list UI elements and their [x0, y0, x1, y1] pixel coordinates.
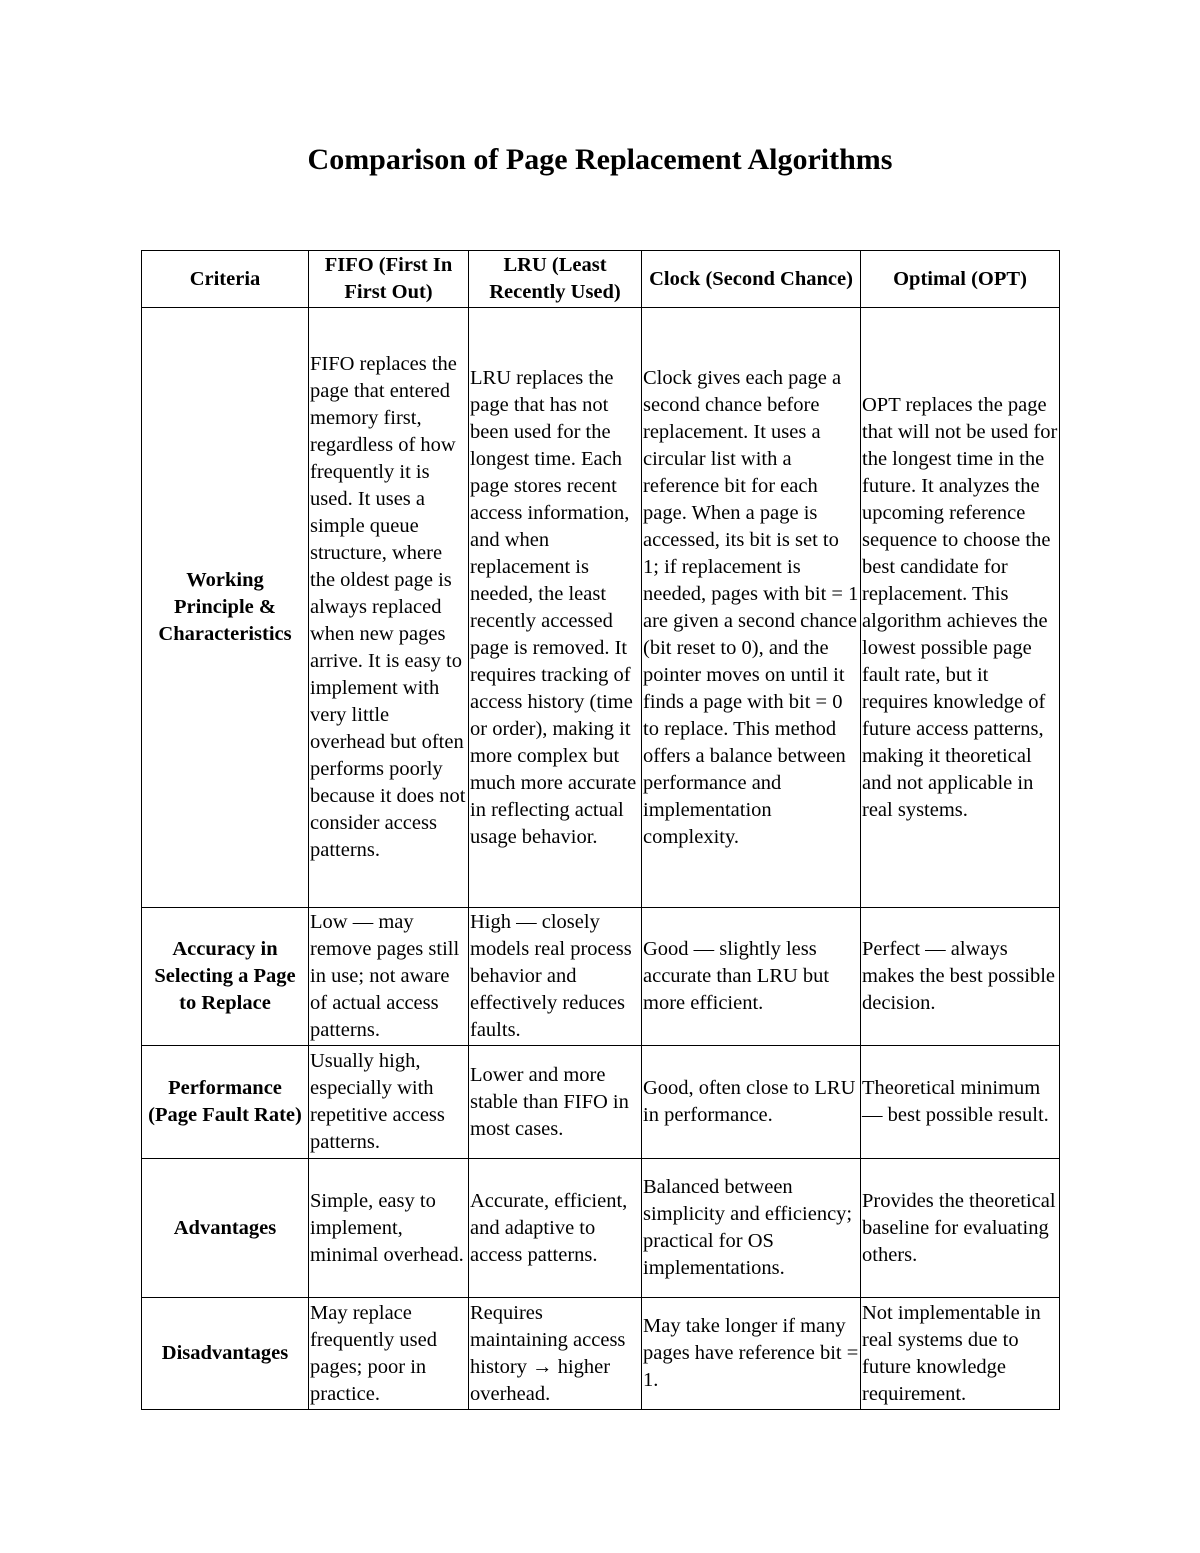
cell-clock-performance: Good, often close to LRU in performance.	[642, 1046, 861, 1159]
cell-fifo-working-principle: FIFO replaces the page that entered memory first, regardless of how frequently it is used. It uses a simple queue structure, where the oldest page is always replaced when new pages arrive. It is easy to implement with very little overhead but often performs poorly because it does not consider access patterns.	[309, 308, 469, 908]
cell-lru-performance: Lower and more stable than FIFO in most cases.	[469, 1046, 642, 1159]
table-row-performance	[142, 1046, 1060, 1159]
table-row-working-principle	[142, 308, 1060, 908]
cell-optimal-performance: Theoretical minimum — best possible result.	[861, 1046, 1060, 1159]
column-header-fifo: FIFO (First In First Out)	[309, 251, 469, 308]
table-row-disadvantages	[142, 1298, 1060, 1410]
cell-fifo-disadvantages: May replace frequently used pages; poor in practice.	[309, 1298, 469, 1410]
cell-optimal-accuracy: Perfect — always makes the best possible decision.	[861, 908, 1060, 1046]
cell-lru-disadvantages: Requires maintaining access history → higher overhead.	[469, 1298, 642, 1410]
cell-fifo-advantages: Simple, easy to implement, minimal overhead.	[309, 1159, 469, 1298]
cell-clock-disadvantages: May take longer if many pages have reference bit = 1.	[642, 1298, 861, 1410]
document-title: Comparison of Page Replacement Algorithms	[307, 143, 893, 176]
row-label-performance: Performance (Page Fault Rate)	[142, 1046, 309, 1159]
cell-clock-working-principle: Clock gives each page a second chance before replacement. It uses a circular list with a reference bit for each page. When a page is accessed, its bit is set to 1; if replacement is needed, pages with bit = 1 are given a second chance (bit reset to 0), and the pointer moves on until it finds a page with bit = 0 to replace. This method offers a balance between performance and implementation complexity.	[642, 308, 861, 908]
column-header-criteria: Criteria	[142, 251, 309, 308]
row-label-disadvantages: Disadvantages	[142, 1298, 309, 1410]
cell-optimal-advantages: Provides the theoretical baseline for evaluating others.	[861, 1159, 1060, 1298]
cell-clock-advantages: Balanced between simplicity and efficiency; practical for OS implementations.	[642, 1159, 861, 1298]
cell-fifo-accuracy: Low — may remove pages still in use; not aware of actual access patterns.	[309, 908, 469, 1046]
cell-fifo-performance: Usually high, especially with repetitive access patterns.	[309, 1046, 469, 1159]
cell-optimal-working-principle: OPT replaces the page that will not be used for the longest time in the future. It analyzes the upcoming reference sequence to choose the best candidate for replacement. This algorithm achieves the lowest possible page fault rate, but it requires knowledge of future access patterns, making it theoretical and not applicable in real systems.	[861, 308, 1060, 908]
row-label-advantages: Advantages	[142, 1159, 309, 1298]
table-header-row	[142, 251, 1060, 308]
row-label-accuracy: Accuracy in Selecting a Page to Replace	[142, 908, 309, 1046]
cell-lru-working-principle: LRU replaces the page that has not been used for the longest time. Each page stores recent access information, and when replacement is needed, the least recently accessed page is removed. It requires tracking of access history (time or order), making it more complex but much more accurate in reflecting actual usage behavior.	[469, 308, 642, 908]
column-header-clock: Clock (Second Chance)	[642, 251, 861, 308]
table-row-advantages	[142, 1159, 1060, 1298]
comparison-table	[141, 250, 1060, 1410]
cell-lru-accuracy: High — closely models real process behavior and effectively reduces faults.	[469, 908, 642, 1046]
cell-lru-advantages: Accurate, efficient, and adaptive to access patterns.	[469, 1159, 642, 1298]
cell-optimal-disadvantages: Not implementable in real systems due to future knowledge requirement.	[861, 1298, 1060, 1410]
cell-clock-accuracy: Good — slightly less accurate than LRU but more efficient.	[642, 908, 861, 1046]
column-header-lru: LRU (Least Recently Used)	[469, 251, 642, 308]
row-label-working-principle: Working Principle & Characteristics	[142, 308, 309, 908]
column-header-optimal: Optimal (OPT)	[861, 251, 1060, 308]
table-row-accuracy	[142, 908, 1060, 1046]
